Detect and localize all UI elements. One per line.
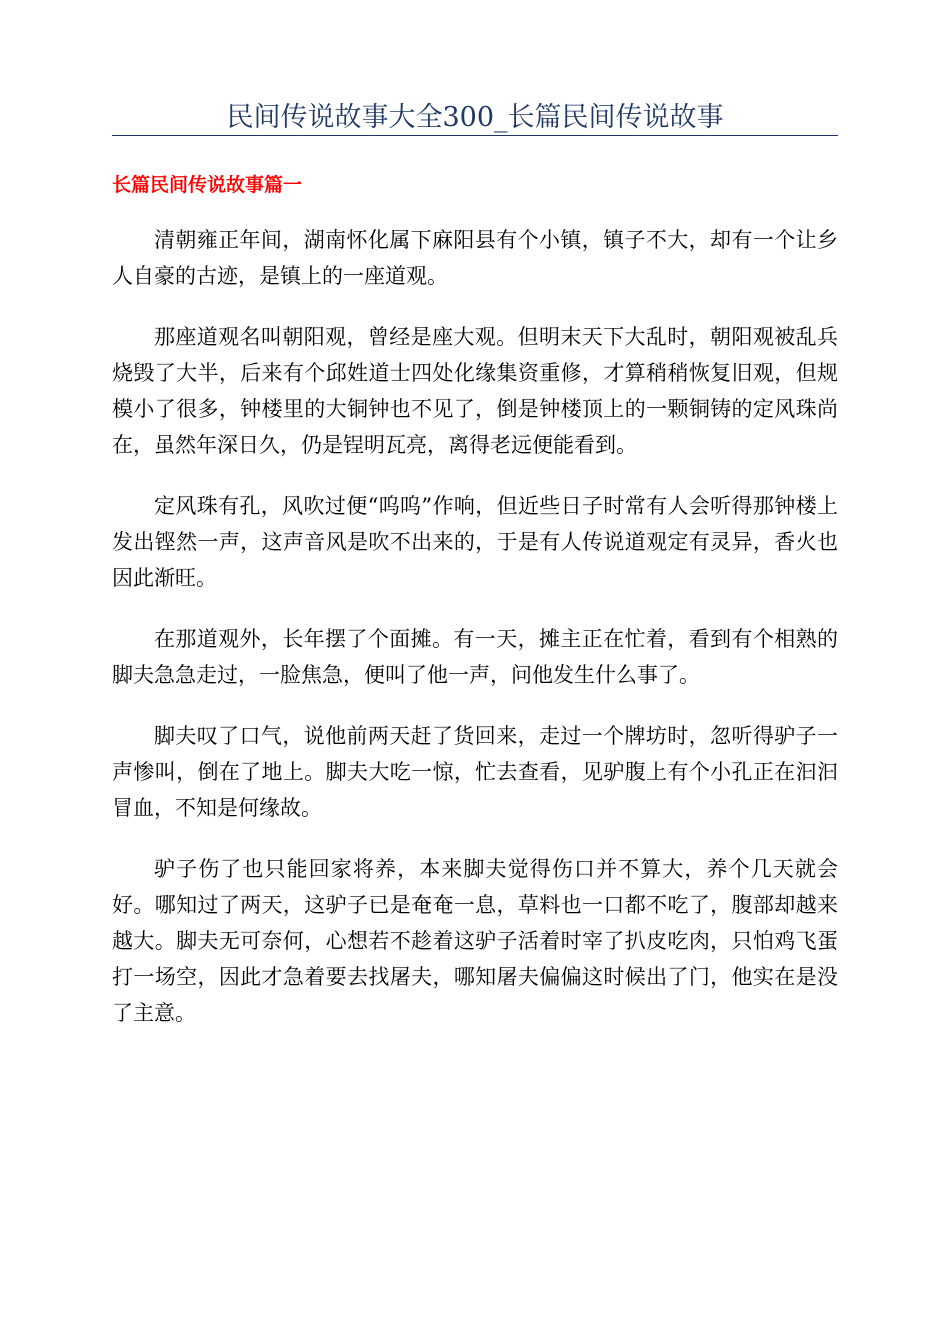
story-body (112, 222, 838, 1056)
document-title: 民间传说故事大全300_长篇民间传说故事 (226, 102, 724, 133)
paragraph-6: 驴子伤了也只能回家将养，本来脚夫觉得伤口并不算大，养个几天就会好。哪知过了两天，这驴子已是奄奄一息，草料也一口都不吃了，腹部却越来越大。脚夫无可奈何，心想若不趁着这驴子活着时宰了扒皮吃肉，只怕鸡飞蛋打一场空，因此才急着要去找屠夫，哪知屠夫偏偏这时候出了门，他实在是没了主意。 (112, 857, 838, 1025)
paragraph-4: 在那道观外，长年摆了个面摊。有一天，摊主正在忙着，看到有个相熟的脚夫急急走过，一脸焦急，便叫了他一声，问他发生什么事了。 (112, 627, 838, 687)
paragraph-2: 那座道观名叫朝阳观，曾经是座大观。但明末天下大乱时，朝阳观被乱兵烧毁了大半，后来有个邱姓道士四处化缘集资重修，才算稍稍恢复旧观，但规模小了很多，钟楼里的大铜钟也不见了，倒是钟楼顶上的一颗铜铸的定风珠尚在，虽然年深日久，仍是锃明瓦亮，离得老远便能看到。 (112, 325, 838, 457)
paragraph-5: 脚夫叹了口气，说他前两天赶了货回来，走过一个牌坊时，忽听得驴子一声惨叫，倒在了地上。脚夫大吃一惊，忙去查看，见驴腹上有个小孔正在汩汩冒血，不知是何缘故。 (112, 724, 838, 820)
paragraph-1: 清朝雍正年间，湖南怀化属下麻阳县有个小镇，镇子不大，却有一个让乡人自豪的古迹，是镇上的一座道观。 (112, 228, 838, 288)
paragraph-3: 定风珠有孔，风吹过便“呜呜”作响，但近些日子时常有人会听得那钟楼上发出铿然一声，这声音风是吹不出来的，于是有人传说道观定有灵异，香火也因此渐旺。 (112, 494, 838, 590)
title-underline (112, 135, 838, 136)
section-heading: 长篇民间传说故事篇一 (112, 174, 303, 196)
